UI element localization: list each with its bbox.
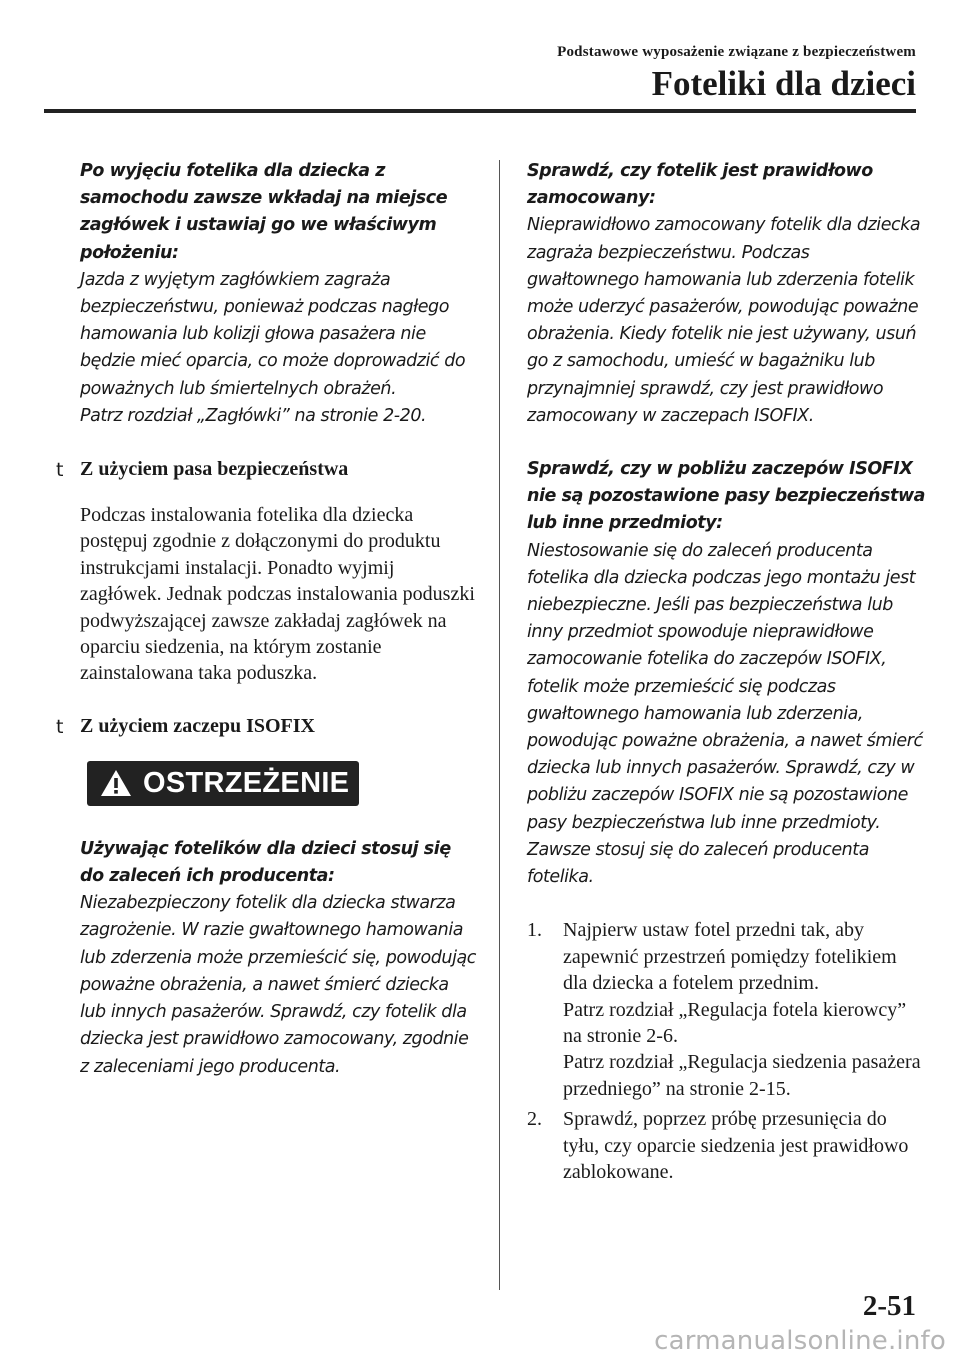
watermark: carmanualsonline.info bbox=[654, 1326, 946, 1356]
step-number: 1. bbox=[527, 919, 542, 942]
column-divider bbox=[499, 160, 500, 1290]
caution-isofix-obstruction bbox=[527, 456, 925, 891]
caution-body: Jazda z wyjętym zagłówkiem zagraża bezpieczeństwu, ponieważ podczas nagłego hamowania lub kolizji głowa pasażera nie będzie mieć oparcia, co może doprowadzić do poważnych lub śmiertelnych obrażeń. bbox=[80, 269, 466, 399]
caution-heading: Sprawdź, czy fotelik jest prawidłowo zamocowany: bbox=[527, 161, 873, 209]
caution-body: Niestosowanie się do zaleceń producenta fotelika dla dziecka podczas jego montażu jest niebezpieczne. Jeśli pas bezpieczeństwa lub inny przedmiot spowoduje nieprawidłowe zamocowanie fotelika do zaczepów ISOFIX, fotelik może przemieścić się podczas gwałtownego hamowania lub zderzenia, powodując poważne obrażenia, a nawet śmierć dziecka lub innych pasażerów. Sprawdź, czy w pobliżu zaczepów ISOFIX nie są pozostawione pasy bezpieczeństwa lub inne przedmioty. Zawsze stosuj się do zaleceń producenta fotelika. bbox=[527, 540, 923, 888]
installation-steps bbox=[527, 917, 925, 1185]
section-title: Foteliki dla dzieci bbox=[651, 64, 916, 103]
list-item bbox=[527, 1106, 925, 1185]
warning-badge bbox=[87, 761, 359, 806]
list-item bbox=[527, 917, 925, 1102]
page-number: 2-51 bbox=[862, 1290, 916, 1322]
caution-manufacturer bbox=[80, 836, 478, 1081]
section-title-text: Z użyciem zaczepu ISOFIX bbox=[80, 714, 315, 737]
section-seatbelt-heading bbox=[56, 456, 478, 482]
chapter-subtitle: Podstawowe wyposażenie związane z bezpieczeństwem bbox=[557, 44, 916, 60]
step-number: 2. bbox=[527, 1108, 542, 1131]
caution-mounting bbox=[527, 158, 925, 430]
left-column bbox=[56, 158, 478, 1107]
warning-label: OSTRZEŻENIE bbox=[143, 766, 350, 799]
caution-heading: Używając fotelików dla dzieci stosuj się do zaleceń ich producenta: bbox=[80, 838, 451, 887]
section-marker: t bbox=[56, 715, 64, 738]
step-reference: Patrz rozdział „Regulacja fotela kierowcy” na stronie 2-6. bbox=[563, 998, 907, 1047]
caution-reference: Patrz rozdział „Zagłówki” na stronie 2-20. bbox=[80, 405, 427, 426]
warning-triangle-icon bbox=[99, 768, 133, 798]
step-reference: Patrz rozdział „Regulacja siedzenia pasażera przedniego” na stronie 2-15. bbox=[563, 1051, 921, 1100]
header-rule bbox=[44, 109, 916, 113]
step-text: Sprawdź, poprzez próbę przesunięcia do tyłu, czy oparcie siedzenia jest prawidłowo zablokowane. bbox=[563, 1108, 909, 1183]
caution-body: Niezabezpieczony fotelik dla dziecka stwarza zagrożenie. W razie gwałtownego hamowania lub zderzenia może przemieścić się, powodując poważne obrażenia, a nawet śmierć dziecka lub innych pasażerów. Sprawdź, czy fotelik dla dziecka jest prawidłowo zamocowany, zgodnie z zaleceniami jego producenta. bbox=[80, 893, 476, 1077]
step-text: Najpierw ustaw fotel przedni tak, aby zapewnić przestrzeń pomiędzy fotelikiem dla dziecka a fotelem przednim. bbox=[563, 919, 897, 995]
caution-headrest bbox=[80, 158, 478, 430]
caution-heading: Po wyjęciu fotelika dla dziecka z samochodu zawsze wkładaj na miejsce zagłówek i ustawiaj go we właściwym położeniu: bbox=[80, 161, 448, 263]
right-column bbox=[527, 158, 925, 1189]
seatbelt-instructions: Podczas instalowania fotelika dla dziecka postępuj zgodnie z dołączonymi do produktu instrukcjami instalacji. Ponadto wyjmij zagłówek. Jednak podczas instalowania poduszki podwyższającej zawsze zakładaj zagłówek na oparciu siedzenia, na którym zostanie zainstalowana taka poduszka. bbox=[80, 504, 475, 685]
section-isofix-heading bbox=[56, 713, 478, 739]
caution-body: Nieprawidłowo zamocowany fotelik dla dziecka zagraża bezpieczeństwu. Podczas gwałtownego hamowania lub zderzenia fotelik może uderzyć pasażerów, powodując poważne obrażenia. Kiedy fotelik nie jest używany, usuń go z samochodu, umieść w bagażniku lub przynajmniej sprawdź, czy jest prawidłowo zamocowany w zaczepach ISOFIX. bbox=[527, 215, 921, 426]
caution-heading: Sprawdź, czy w pobliżu zaczepów ISOFIX nie są pozostawione pasy bezpieczeństwa lub inne przedmioty: bbox=[527, 459, 926, 534]
section-title-text: Z użyciem pasa bezpieczeństwa bbox=[80, 458, 349, 481]
section-marker: t bbox=[56, 459, 64, 482]
